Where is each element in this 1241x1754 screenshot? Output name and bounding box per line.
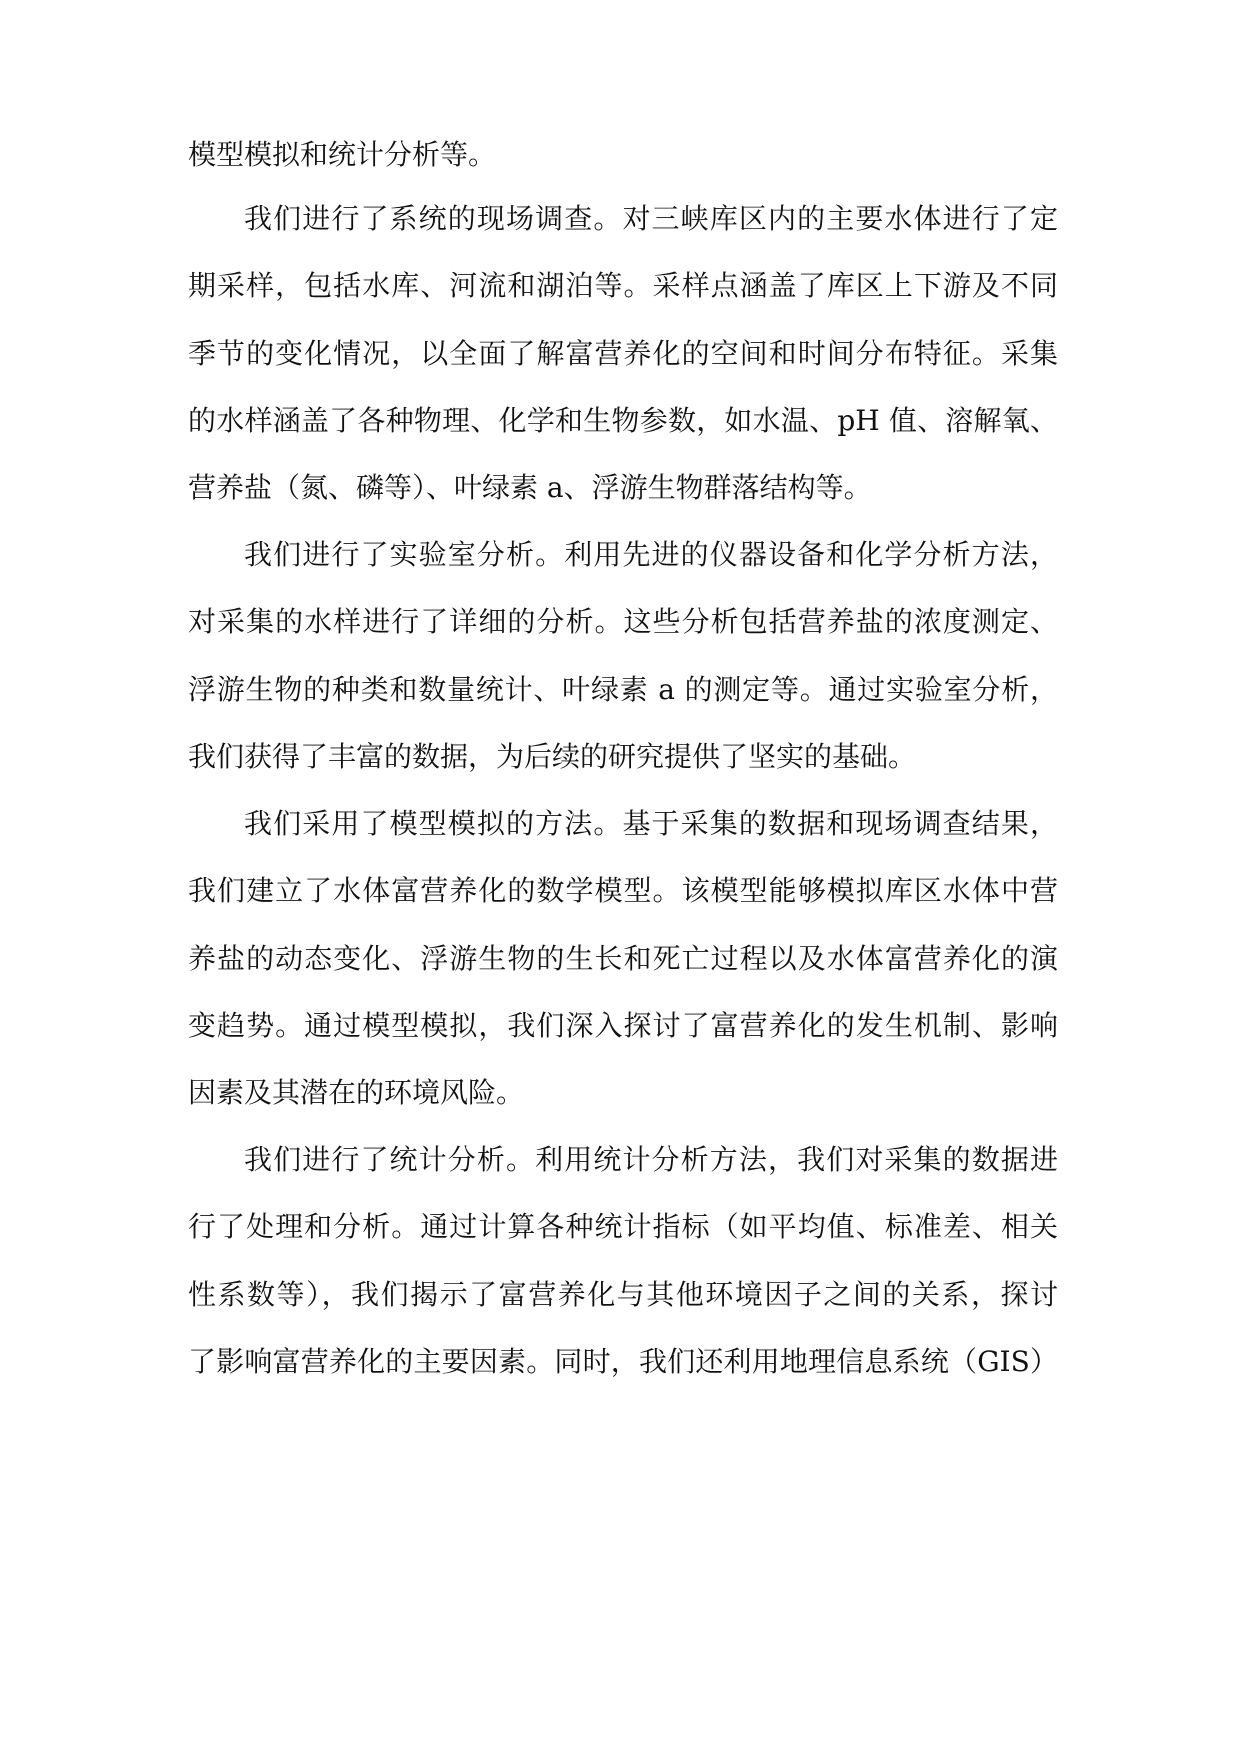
- text-line: 性系数等），我们揭示了富营养化与其他环境因子之间的关系，探讨: [188, 1278, 1058, 1311]
- text-line: 模型模拟和统计分析等。: [188, 138, 497, 171]
- text-line: 变趋势。通过模型模拟，我们深入探讨了富营养化的发生机制、影响: [188, 1009, 1058, 1042]
- text-line: 了影响富营养化的主要因素。同时，我们还利用地理信息系统（GIS）: [188, 1345, 1058, 1378]
- text-line: 养盐的动态变化、浮游生物的生长和死亡过程以及水体富营养化的演: [188, 942, 1058, 975]
- text-line: 期采样，包括水库、河流和湖泊等。采样点涵盖了库区上下游及不同: [188, 269, 1058, 302]
- paragraph-first-line: 我们进行了实验室分析。利用先进的仪器设备和化学分析方法，: [244, 538, 1058, 571]
- text-line: 浮游生物的种类和数量统计、叶绿素 a 的测定等。通过实验室分析，: [188, 673, 1058, 706]
- text-line: 对采集的水样进行了详细的分析。这些分析包括营养盐的浓度测定、: [188, 605, 1058, 638]
- paragraph-first-line: 我们采用了模型模拟的方法。基于采集的数据和现场调查结果，: [244, 807, 1058, 840]
- text-line: 营养盐（氮、磷等）、叶绿素 a、浮游生物群落结构等。: [188, 471, 872, 504]
- text-line: 行了处理和分析。通过计算各种统计指标（如平均值、标准差、相关: [188, 1210, 1058, 1243]
- text-line: 我们获得了丰富的数据，为后续的研究提供了坚实的基础。: [188, 740, 917, 773]
- text-line: 我们建立了水体富营养化的数学模型。该模型能够模拟库区水体中营: [188, 874, 1058, 907]
- paragraph-first-line: 我们进行了统计分析。利用统计分析方法，我们对采集的数据进: [244, 1143, 1058, 1176]
- text-line: 的水样涵盖了各种物理、化学和生物参数，如水温、pH 值、溶解氧、: [188, 404, 1058, 437]
- text-line: 因素及其潜在的环境风险。: [188, 1076, 525, 1109]
- text-line: 季节的变化情况，以全面了解富营养化的空间和时间分布特征。采集: [188, 337, 1058, 370]
- paragraph-first-line: 我们进行了系统的现场调查。对三峡库区内的主要水体进行了定: [244, 202, 1058, 235]
